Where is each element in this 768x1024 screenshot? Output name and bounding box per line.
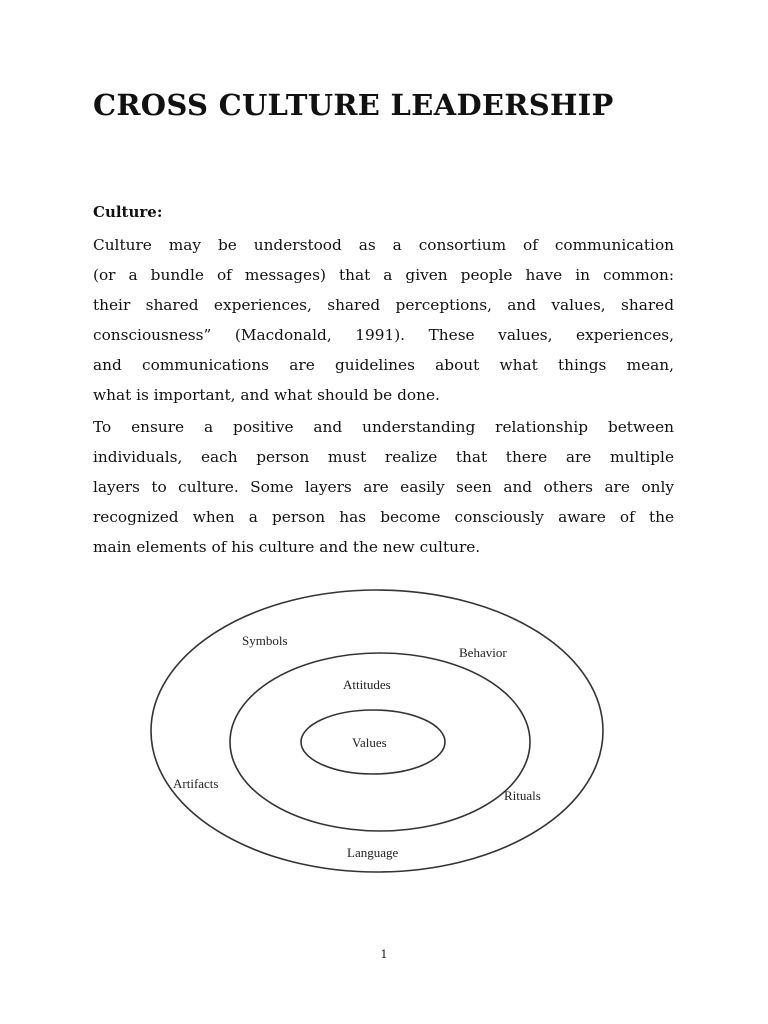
paragraph-line: consciousness” (Macdonald, 1991). These values, experiences, bbox=[93, 326, 674, 344]
paragraph-culture-definition bbox=[93, 230, 674, 410]
paragraph-line: individuals, each person must realize that there are multiple bbox=[93, 448, 674, 466]
paragraph-line: what is important, and what should be done. bbox=[93, 386, 440, 404]
page-title: CROSS CULTURE LEADERSHIP bbox=[93, 88, 614, 122]
paragraph-line: recognized when a person has become consciously aware of the bbox=[93, 508, 674, 526]
label-language: Language bbox=[347, 845, 399, 860]
culture-layers-diagram bbox=[150, 585, 610, 885]
paragraph-culture-layers bbox=[93, 412, 674, 562]
section-heading-culture: Culture: bbox=[93, 203, 163, 221]
label-behavior: Behavior bbox=[459, 645, 507, 660]
label-attitudes: Attitudes bbox=[343, 677, 391, 692]
page-number: 1 bbox=[380, 948, 388, 961]
paragraph-line: (or a bundle of messages) that a given people have in common: bbox=[93, 266, 674, 284]
paragraph-line: To ensure a positive and understanding relationship between bbox=[93, 418, 674, 436]
paragraph-line: and communications are guidelines about what things mean, bbox=[93, 356, 674, 374]
paragraph-line: main elements of his culture and the new culture. bbox=[93, 538, 481, 556]
label-artifacts: Artifacts bbox=[173, 776, 219, 791]
paragraph-line: Culture may be understood as a consortium of communication bbox=[93, 236, 674, 254]
paragraph-line: their shared experiences, shared perceptions, and values, shared bbox=[93, 296, 674, 314]
label-symbols: Symbols bbox=[242, 633, 288, 648]
label-values: Values bbox=[352, 735, 387, 750]
paragraph-line: layers to culture. Some layers are easily seen and others are only bbox=[93, 478, 674, 496]
outer-ellipse bbox=[151, 590, 603, 872]
label-rituals: Rituals bbox=[504, 788, 541, 803]
